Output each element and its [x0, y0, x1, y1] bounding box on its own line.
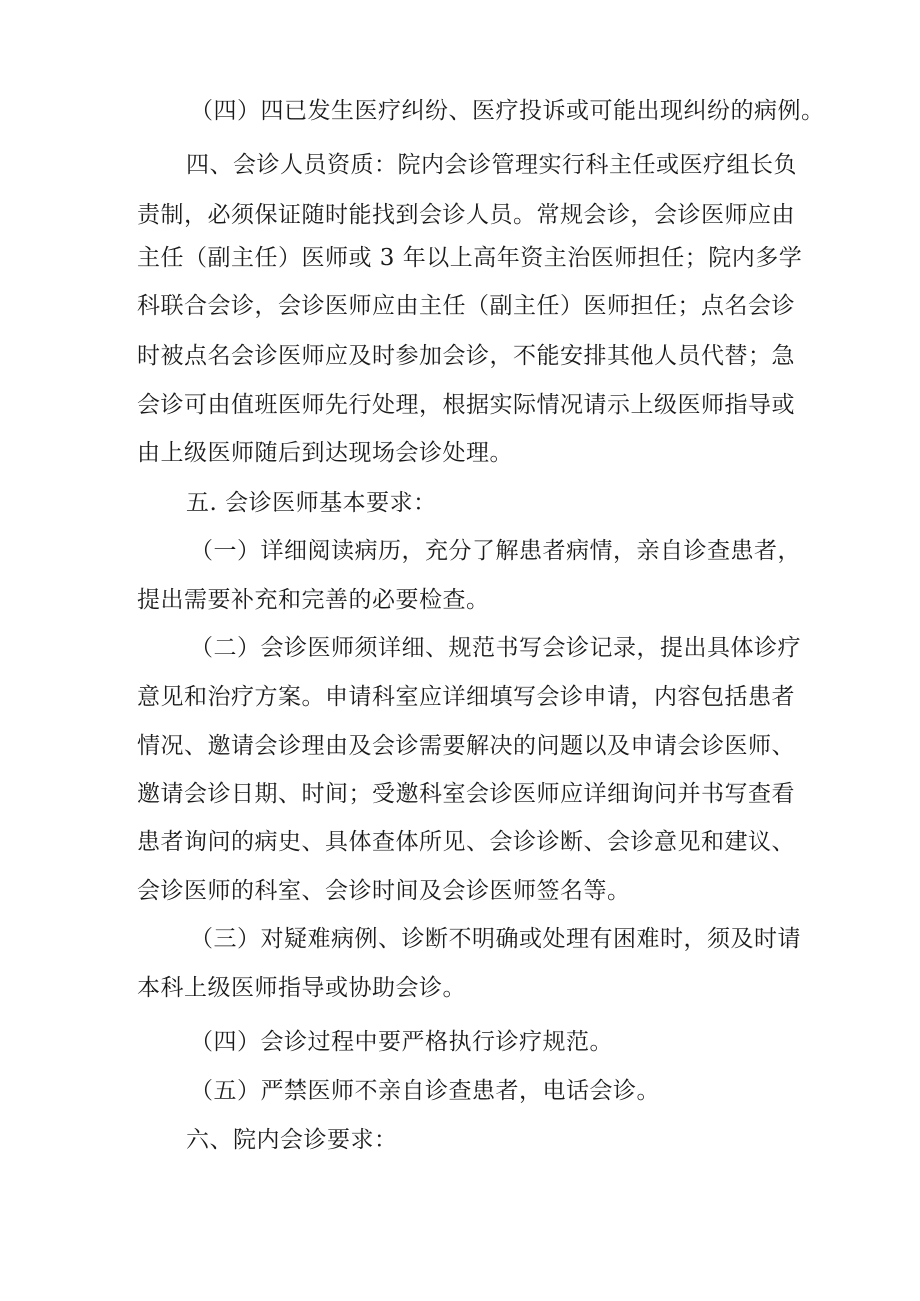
paragraph-line: 会诊医师的科室、会诊时间及会诊医师签名等。	[137, 878, 631, 904]
paragraph-line: 主任（副主任）医师或 3 年以上高年资主治医师担任；院内多学	[137, 245, 803, 271]
paragraph-line: 本科上级医师指导或协助会诊。	[137, 975, 466, 1001]
paragraph-line: 意见和治疗方案。申请科室应详细填写会诊申请，内容包括患者	[137, 684, 795, 710]
paragraph-line: 由上级医师随后到达现场会诊处理。	[137, 440, 513, 466]
paragraph-line: （三）对疑难病例、诊断不明确或处理有困难时，须及时请	[190, 926, 801, 952]
paragraph-line: 情况、邀请会诊理由及会诊需要解决的问题以及申请会诊医师、	[137, 733, 795, 759]
section-heading: 六、院内会诊要求：	[186, 1127, 398, 1153]
paragraph-line: 科联合会诊，会诊医师应由主任（副主任）医师担任；点名会诊	[137, 293, 795, 319]
paragraph-line: 邀请会诊日期、时间；受邀科室会诊医师应详细询问并书写查看	[137, 781, 795, 807]
paragraph-line: 患者询问的病史、具体查体所见、会诊诊断、会诊意见和建议、	[137, 829, 795, 855]
paragraph-line: （四）会诊过程中要严格执行诊疗规范。	[190, 1029, 613, 1055]
paragraph-line: （一）详细阅读病历，充分了解患者病情，亲自诊查患者，	[190, 538, 801, 564]
section-heading: 五. 会诊医师基本要求：	[186, 490, 437, 516]
paragraph-line: 责制，必须保证随时能找到会诊人员。常规会诊，会诊医师应由	[137, 202, 795, 228]
paragraph-line: 提出需要补充和完善的必要检查。	[137, 587, 490, 613]
paragraph-line: 时被点名会诊医师应及时参加会诊，不能安排其他人员代替；急	[137, 343, 795, 369]
paragraph-line: （五）严禁医师不亲自诊查患者，电话会诊。	[190, 1078, 660, 1104]
paragraph-line: （二）会诊医师须详细、规范书写会诊记录，提出具体诊疗	[190, 635, 801, 661]
paragraph-line: 四、会诊人员资质：院内会诊管理实行科主任或医疗组长负	[186, 152, 797, 178]
paragraph-line: 会诊可由值班医师先行处理，根据实际情况请示上级医师指导或	[137, 392, 795, 418]
paragraph-line: （四）四已发生医疗纠纷、医疗投诉或可能出现纠纷的病例。	[190, 98, 825, 124]
